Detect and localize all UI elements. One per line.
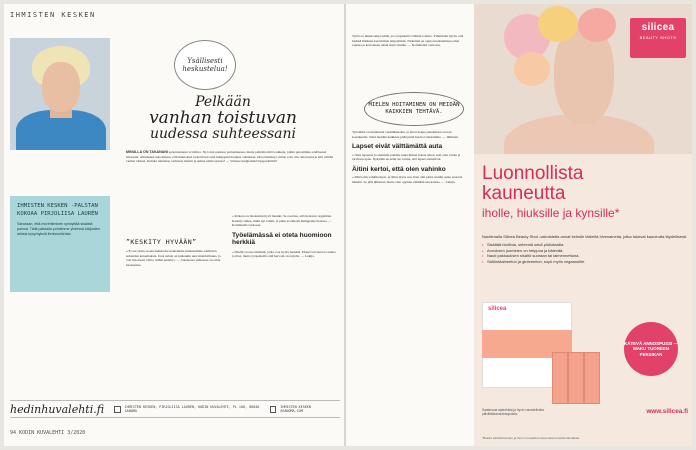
brand-sub: BEAUTY SHOTS — [639, 35, 677, 40]
ad-headline-3: iholle, hiuksille ja kynsille* — [482, 206, 620, 220]
product-box-label: silicea — [488, 306, 507, 312]
pull-quote — [364, 92, 464, 126]
article-headline — [138, 95, 308, 142]
quote-text: » Et ole yksin, koska kaikki me kannamme mukanamme edellisten suhteiden kokemuksia. Uusi suhde on kuitenkin uusi mahdollisuus, ja voit tietoisesti valita, mihin keskityt. — Jokaisessa suhteessa on omat haasteensa. — [126, 249, 221, 267]
contact-email — [270, 405, 330, 414]
ad-intro: Nauttimalla Silicea Beauty Shot -valmistetta annat keholle tärkeitä hivenaineita, jotka tukevat kauneutta täydellisesti. — [482, 234, 688, 239]
headline-line3: uudessa suhteessani — [149, 126, 297, 142]
lead-in: MINULLA ON TAKANANI — [126, 150, 168, 154]
author-portrait — [10, 38, 110, 150]
ad-bullet: • Nauti pakkauksen sisältö suoraan tai laimennettuna. — [482, 253, 688, 258]
contact-email-text[interactable]: IHMISTEN KESKEN @SANOMA.COM — [280, 404, 311, 413]
quote-title: ”KESKITY HYVÄÄN” — [126, 238, 197, 246]
ad-headline — [482, 164, 688, 220]
contact-address-text: IHMISTEN KESKEN, PIRJOLIISA LAURÉN, KODIN KUVALEHTI, PL 100, 00040 SANOMA — [124, 404, 260, 413]
brand-name: silicea — [641, 22, 675, 33]
contact-bar — [10, 400, 340, 418]
mid-text-2: » Miellä on usea ihmisiä, jotka ovat hyvin herkkiä. Monet tarvitsevat rauhaa ja tilaa, mutta työpaikoilla sitä harvoin on tarjolla. — Lukija. — [232, 249, 336, 259]
kicker-text: Ysällisesti heskustelua! — [182, 57, 228, 73]
bio-title: IHMISTEN KESKEN -PALSTAN KOKOAA PIRJOLIISA LAURÉN — [17, 203, 98, 217]
brand-logo — [630, 18, 686, 58]
right-column-1 — [352, 34, 466, 48]
mid-subhead: Työelämässä ei oteta huomioon herkkiä — [232, 231, 332, 247]
mail-icon — [114, 406, 121, 413]
right-column-1b — [352, 130, 466, 184]
silicea-advertisement — [474, 4, 692, 446]
headline-line2: vanhan toistuvan — [149, 108, 297, 128]
ad-availability: Saatavana apteekista ja hyvin varustelluista päivittäistavarakaupoista. — [482, 408, 544, 416]
bio-text: Sanotaan, että murehtiminen synnyttää sisäistä painoa. Tällä palstalla pohdimme yhdessä lukijoiden arkisia kysymyksiä ihmissuhteista. — [17, 222, 100, 236]
bio-box — [10, 196, 110, 292]
middle-column — [232, 214, 336, 259]
ad-bullet: • Sisältää biotiinia, seleeniä sekä piidioksidia. — [482, 242, 688, 247]
right-text-4: » Minä olin vahinkolapsi, ja äitini myös sen. Kun olin pieni, kuulin asian suoraan häneltä. Se jätti jälkensä, mutta olen oppinut elämään sen kanssa. — Lukija. — [352, 175, 463, 184]
headline-line1: Pelkään — [195, 94, 251, 110]
ad-body — [482, 234, 688, 264]
pull-quote-text: MIELEN HOITAMINEN ON MEIDÄN KAIKKIEN TEHTÄVÄ. — [368, 102, 460, 115]
at-icon — [270, 406, 277, 413]
product-sachet — [568, 352, 584, 404]
product-package — [482, 290, 606, 408]
page-folio: 94 KODIN KUVALEHTI 3/2020 — [10, 430, 86, 436]
ad-url[interactable]: www.silicea.fi — [646, 408, 688, 415]
promo-badge-text: KÄTEVÄ ANNOSPUSSI — MAKU TUOREEN PERSIKAN — [624, 340, 678, 357]
ad-disclaimer: *Biotiini edistää hiusten ja ihon normaalia kuntoa sekä tervettä ulkonäköä. — [482, 436, 580, 440]
website-link[interactable]: hedinhuvalehti.fi — [10, 402, 105, 416]
promo-badge — [624, 322, 678, 376]
right-text-1: Työtä on mukavampi tehdä, jos työpaikalla välittää toisista. Ymmärrän hyvin, että herkkä ihminen kuormittuu helpommin. Tärkeintä on oppia tunnistamaan omat rajansa ja kertomaan niistä myös muille. — Kommentti verkossa. — [352, 34, 464, 48]
contact-address — [114, 405, 260, 414]
section-label: IHMISTEN KESKEN — [10, 11, 96, 19]
kicker-bubble — [174, 40, 236, 90]
ad-footer — [482, 408, 688, 416]
right-text-2: Työelämä on muuttunut vauhdikkaaksi, ja moni kokee jaksamisen olevan koetuksella. Siksi meidän kaikkien pitää pitää huolta toisistamme. — Ihminen. — [352, 130, 459, 139]
mid-text: » Pelkosi on mielestäni hyvä merkki. Se osoittaa, että tiedostat ongelman. Keskity siihen, mikä nyt toimii, ja puhu avoimesti kumppanisi kanssa. — Kommentti verkossa. — [232, 214, 332, 228]
product-sachet — [584, 352, 600, 404]
right-subhead-1: Lapset eivät välttämättä auta — [352, 143, 443, 151]
ad-bullet: • Annoksen juominen on helppoa ja kätevää. — [482, 248, 688, 253]
product-sachet — [552, 352, 568, 404]
ad-bullet: • Säilöntäaineeton ja gluteeniton, sopii myös vegaaneille. — [482, 259, 688, 264]
ad-bullets — [482, 242, 688, 264]
right-subhead-2: Äitini kertoi, että olen vahinko — [352, 165, 446, 173]
ad-headline-2: kauneutta — [482, 183, 566, 204]
quote-column — [126, 238, 226, 267]
ad-headline-1: Luonnollista — [482, 163, 584, 184]
right-text-3: » Olen lapseton ja aiemmin pohdin, kuka minua hoitaa sitten, kun olen vanha ja tarvitsen apua. Nykyään en enää ole varma, että lapset auttaisivat. — [352, 152, 461, 162]
body-text: epäonnistunut avioliitto. Nyt olen uudessa parisuhteessa, mutta pelkään niitä loukkuja, joihin putosimme edellisessä liitossani. Alituiseksi uskotteleen, että muutokset tarkoittavat ettei kumppani huomaa ollenkaan. Olen miettinyt, miten voin olla oma itseni ja silti välttää vanhat virheet. Kuinka tunnistaa varhaiset merkit ja puhua niistä ajoissa? — Vaiseue kergiteisikö hyppuohtimi? — [126, 150, 333, 164]
